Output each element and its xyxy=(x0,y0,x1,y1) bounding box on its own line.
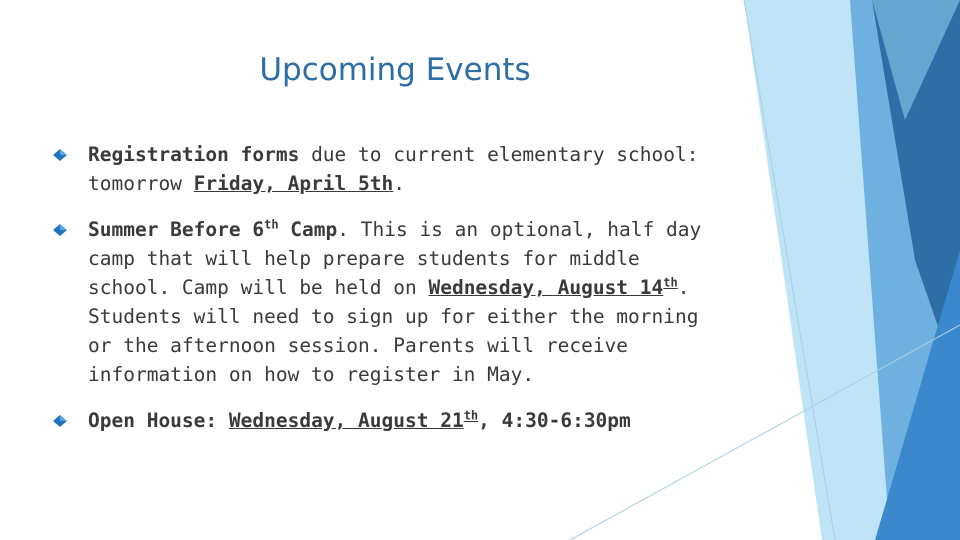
event-text-segment: Wednesday, August 14 xyxy=(428,276,664,299)
event-list-item xyxy=(50,215,730,389)
event-text-segment: Friday, April 5th xyxy=(193,172,394,195)
diamond-bullet-icon xyxy=(53,415,67,427)
event-text-segment: th xyxy=(663,275,678,290)
event-text-segment: . xyxy=(393,172,406,195)
event-text-segment: . This is an optional, half day camp that will help prepare students for middle school. Camp will be held on xyxy=(88,218,702,299)
event-text-segment xyxy=(217,409,229,432)
event-text-segment: Registration forms xyxy=(88,143,300,166)
event-text-segment: th xyxy=(264,217,279,232)
event-list xyxy=(50,140,730,452)
page-title: Upcoming Events xyxy=(259,52,531,88)
diamond-bullet-icon xyxy=(53,149,67,161)
event-text-segment: Wednesday, August 21 xyxy=(228,409,464,432)
event-text-segment: Open House: xyxy=(88,409,218,432)
diamond-bullet-icon xyxy=(53,224,67,236)
event-text-segment: , 4:30-6:30pm xyxy=(478,409,631,432)
event-text-segment: . Students will need to sign up for either the morning or the afternoon session. Parents will receive information on how to register in May. xyxy=(88,276,699,386)
event-list-item xyxy=(50,140,730,198)
event-text-segment: Summer Before 6 xyxy=(88,218,265,241)
event-text-segment: th xyxy=(463,408,479,423)
event-list-item xyxy=(50,406,730,435)
event-text-segment: due to current elementary school: tomorrow xyxy=(88,143,699,195)
event-text-segment: Camp xyxy=(278,218,338,241)
